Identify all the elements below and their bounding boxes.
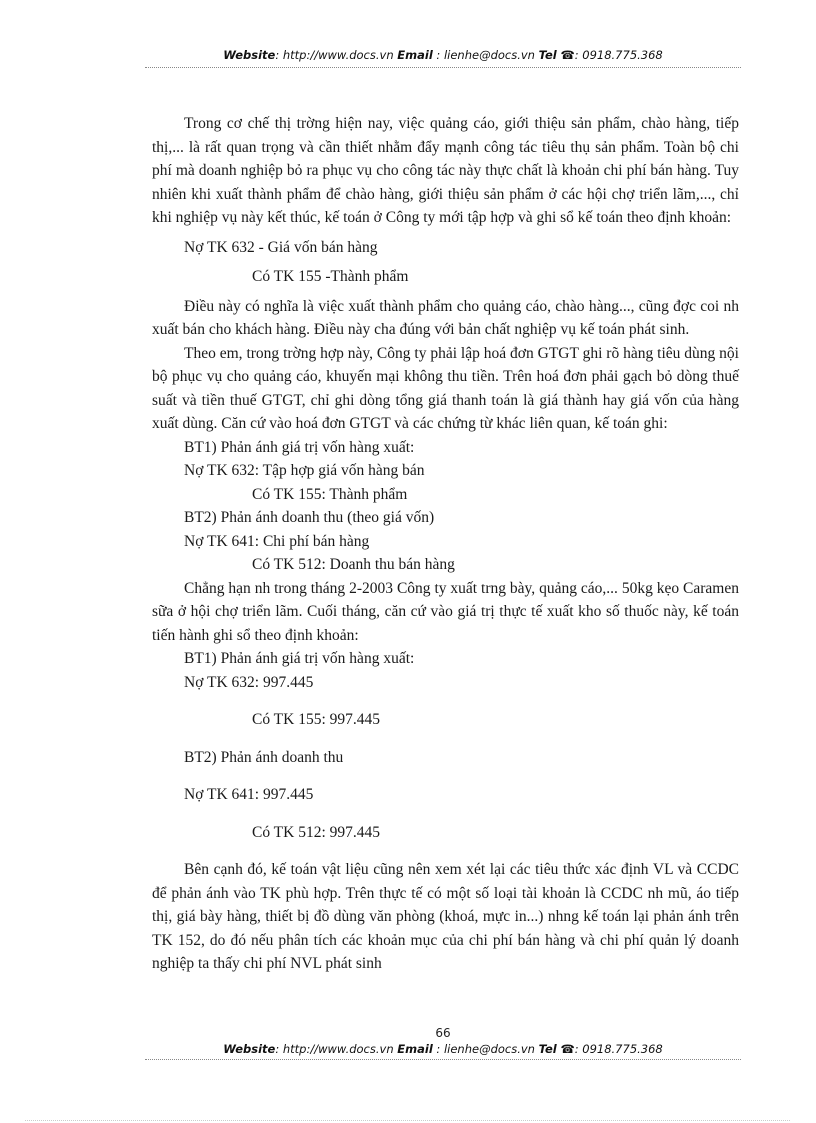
entry-credit-155: Có TK 155 -Thành phẩm — [252, 268, 409, 285]
website-label: Website — [223, 48, 276, 62]
page-header — [145, 48, 741, 62]
email-label: Email — [397, 48, 433, 62]
phone-icon: ☎ — [560, 48, 575, 62]
website-url: : http://www.docs.vn — [275, 1042, 394, 1056]
tel-value: : 0918.775.368 — [574, 1042, 663, 1056]
example-bt2-heading: BT2) Phản ánh doanh thu — [184, 748, 344, 766]
bt1-credit: Có TK 155: Thành phẩm — [252, 485, 408, 503]
paragraph-2: Điều này có nghĩa là việc xuất thành phẩm cho quảng cáo, chào hàng..., cũng đợc coi nh xuất bán cho khách hàng. Điều này cha đúng với bản chất nghiệp vụ kế toán phát sinh. — [152, 297, 739, 338]
tel-label: Tel — [538, 48, 557, 62]
entry-debit-632: Nợ TK 632 - Giá vốn bán hàng — [184, 238, 378, 256]
bt2-credit: Có TK 512: Doanh thu bán hàng — [252, 556, 455, 573]
document-body — [152, 112, 739, 976]
page-number: 66 — [435, 1026, 451, 1040]
header-rule — [145, 67, 741, 68]
page-footer — [145, 1042, 741, 1056]
tel-value: : 0918.775.368 — [574, 48, 663, 62]
paragraph-3: Theo em, trong trờng hợp này, Công ty phải lập hoá đơn GTGT ghi rõ hàng tiêu dùng nội bộ phục vụ cho quảng cáo, khuyến mại không thu tiền. Trên hoá đơn phải gạch bỏ dòng thuế suất và tiền thuế GTGT, chỉ ghi dòng tổng giá thanh toán là giá thành hay giá vốn của hàng xuất dùng. Căn cứ vào hoá đơn GTGT và các chứng từ khác liên quan, kế toán ghi: — [152, 344, 739, 432]
email-value: : lienhe@docs.vn — [436, 1042, 535, 1056]
bt2-debit: Nợ TK 641: Chi phí bán hàng — [184, 532, 370, 550]
example-bt2-debit: Nợ TK 641: 997.445 — [184, 786, 314, 803]
phone-icon: ☎ — [560, 1042, 575, 1056]
website-url: : http://www.docs.vn — [275, 48, 394, 62]
email-label: Email — [397, 1042, 433, 1056]
footer-rule — [145, 1059, 741, 1060]
paragraph-1: Trong cơ chế thị trờng hiện nay, việc quảng cáo, giới thiệu sản phẩm, chào hàng, tiếp thị,... là rất quan trọng và cần thiết nhằm đẩy mạnh công tác tiêu thụ sản phẩm. Toàn bộ chi phí mà doanh nghiệp bỏ ra phục vụ cho công tác này thực chất là khoản chi phí bán hàng. Tuy nhiên khi xuất thành phẩm để chào hàng, giới thiệu sản phẩm ở các hội chợ triển lãm,..., chỉ khi nghiệp vụ này kết thúc, kế toán ở Công ty mới tập hợp và ghi sổ kế toán theo định khoản: — [152, 115, 739, 226]
bt2-heading: BT2) Phản ánh doanh thu (theo giá vốn) — [184, 509, 435, 526]
tel-label: Tel — [538, 1042, 557, 1056]
website-label: Website — [223, 1042, 276, 1056]
bt1-heading: BT1) Phản ánh giá trị vốn hàng xuất: — [184, 438, 415, 456]
email-value: : lienhe@docs.vn — [436, 48, 535, 62]
page-edge-divider — [25, 1120, 790, 1121]
paragraph-5: Bên cạnh đó, kế toán vật liệu cũng nên xem xét lại các tiêu thức xác định VL và CCDC để phản ánh vào TK phù hợp. Trên thực tế có một số loại tài khoản là CCDC nh mũ, áo tiếp thị, giá bày hàng, thiết bị đồ dùng văn phòng (khoá, mực in...) nhng kế toán lại phản ánh trên TK 152, do đó nếu phân tích các khoản mục của chi phí bán hàng và chi phí quản lý doanh nghiệp ta thấy chi phí NVL phát sinh — [152, 861, 739, 972]
example-bt1-debit: Nợ TK 632: 997.445 — [184, 673, 314, 691]
bt1-debit: Nợ TK 632: Tập hợp giá vốn hàng bán — [184, 462, 425, 479]
paragraph-4: Chẳng hạn nh trong tháng 2-2003 Công ty xuất trng bày, quảng cáo,... 50kg kẹo Caramen sữa ở hội chợ triển lãm. Cuối tháng, căn cứ vào giá trị thực tế xuất kho số thuốc này, kế toán tiến hành ghi sổ theo định khoản: — [152, 579, 739, 644]
example-bt1-heading: BT1) Phản ánh giá trị vốn hàng xuất: — [184, 650, 415, 667]
example-bt1-credit: Có TK 155: 997.445 — [252, 711, 381, 728]
example-bt2-credit: Có TK 512: 997.445 — [252, 823, 381, 841]
